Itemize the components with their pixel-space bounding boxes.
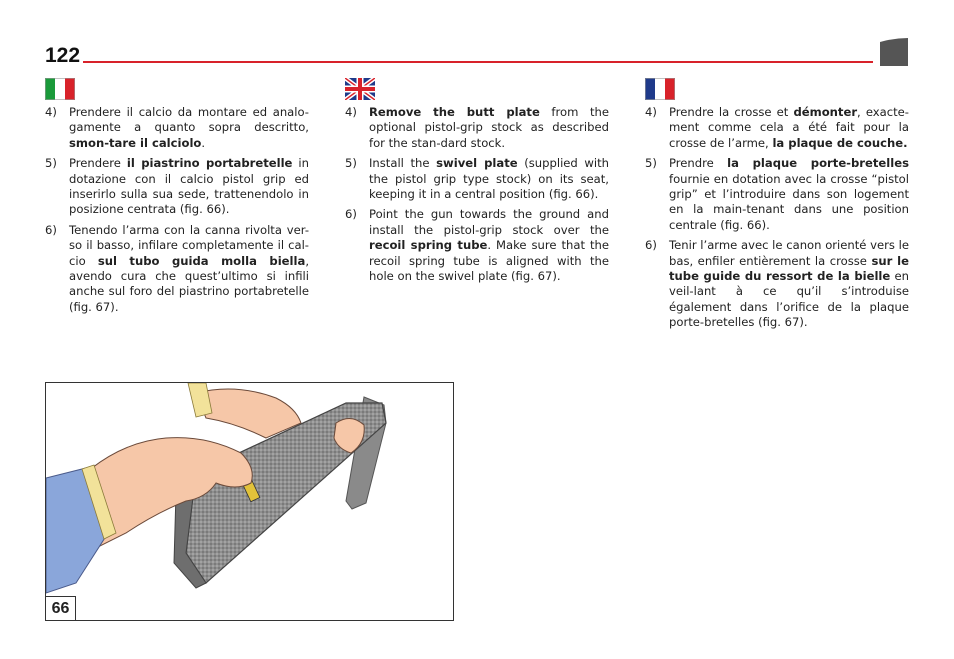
instruction-item: [345, 105, 609, 151]
instruction-number: 6): [345, 207, 357, 222]
instruction-item: [45, 156, 309, 218]
instruction-text: [669, 238, 909, 330]
text-run: Install the: [369, 156, 437, 171]
bold-text: il piastrino portabretelle: [126, 156, 293, 171]
text-run: , avendo cura che quest’ultimo si infili anche sul foro del piastrino portabretelle (fig. 67).: [69, 253, 309, 314]
bold-text: swivel plate: [436, 156, 518, 171]
bold-text: démonter: [793, 105, 858, 119]
instruction-number: 4): [645, 105, 657, 119]
instruction-number: 6): [45, 222, 57, 237]
header-rule: [83, 61, 873, 63]
instruction-text: [369, 207, 609, 284]
stock-illustration: [46, 383, 454, 621]
instruction-text: [69, 156, 309, 218]
instruction-number: 5): [45, 156, 57, 171]
column-english: [345, 105, 609, 289]
italian-flag-icon: [45, 78, 75, 100]
instruction-item: [45, 105, 309, 151]
text-run: Tenir l’arme avec le canon orienté vers le bas, enfiler entièrement la crosse: [669, 238, 909, 268]
instruction-item: [345, 207, 609, 284]
text-run: (supplied with the pistol grip type stock) on its seat, keeping it in a central position (fig. 66).: [369, 156, 609, 202]
bold-text: sul tubo guida molla biella: [97, 253, 306, 268]
text-run: en veil-lant à ce qu’il s’introduise également dans l’orifice de la plaque porte-bretelles (fig. 67).: [669, 269, 910, 330]
instruction-text: [69, 105, 309, 151]
text-run: Tenendo l’arma con la canna rivolta ver-so il basso, infilare completamente il cal-cio: [69, 222, 309, 268]
instruction-item: [345, 156, 609, 202]
text-run: .: [201, 135, 206, 150]
text-run: fournie en dotation avec la crosse “pistol grip” et l’introduire dans son logement en la main-tenant dans une position centrale (fig. 66).: [669, 171, 909, 232]
column-french: [645, 105, 909, 336]
text-run: in dotazione con il calcio pistol grip ed inserirlo sulla sua sede, trattenendolo in posizione centrata (fig. 66).: [69, 156, 309, 217]
text-run: . Make sure that the recoil spring tube is aligned with the hole on the swivel plate (fig. 67).: [369, 238, 609, 284]
bold-text: sur le tube guide du ressort de la bielle: [669, 253, 909, 284]
bold-text: Remove the butt plate: [369, 105, 540, 119]
instruction-text: [669, 156, 909, 233]
column-italian: [45, 105, 309, 320]
instruction-item: [645, 156, 909, 233]
text-run: from the optional pistol-grip stock as described for the stan-dard stock.: [369, 105, 609, 150]
instruction-text: [369, 105, 609, 151]
page-number: 122: [45, 44, 81, 67]
instruction-number: 5): [345, 156, 357, 171]
text-run: , exacte-ment comme cela a été fait pour la crosse de l’arme,: [669, 105, 909, 150]
bold-text: recoil spring tube: [369, 238, 488, 253]
text-run: Prendere il calcio da montare ed analo-gamente a quanto sopra descritto,: [69, 105, 309, 135]
instruction-number: 5): [645, 156, 657, 171]
instruction-item: [645, 238, 909, 330]
text-run: Point the gun towards the ground and install the pistol-grip stock over the: [369, 207, 609, 237]
instruction-text: [369, 156, 609, 202]
corner-tab: [880, 38, 908, 66]
instruction-number: 6): [645, 238, 657, 253]
uk-flag-icon: [345, 78, 375, 100]
figure-label: 66: [46, 596, 76, 620]
bold-text: la plaque porte-bretelles: [727, 156, 909, 171]
instruction-item: [45, 223, 309, 315]
instruction-text: [69, 223, 309, 315]
instruction-text: [669, 105, 909, 151]
figure-66: [45, 382, 454, 621]
text-run: Prendere: [69, 156, 127, 171]
bold-text: smon-tare il calciolo: [69, 135, 202, 150]
instruction-number: 4): [345, 105, 357, 119]
instruction-number: 4): [45, 105, 57, 119]
text-run: Prendre la crosse et: [669, 105, 794, 119]
instruction-item: [645, 105, 909, 151]
text-run: Prendre: [669, 156, 728, 171]
bold-text: la plaque de couche.: [772, 135, 908, 150]
french-flag-icon: [645, 78, 675, 100]
